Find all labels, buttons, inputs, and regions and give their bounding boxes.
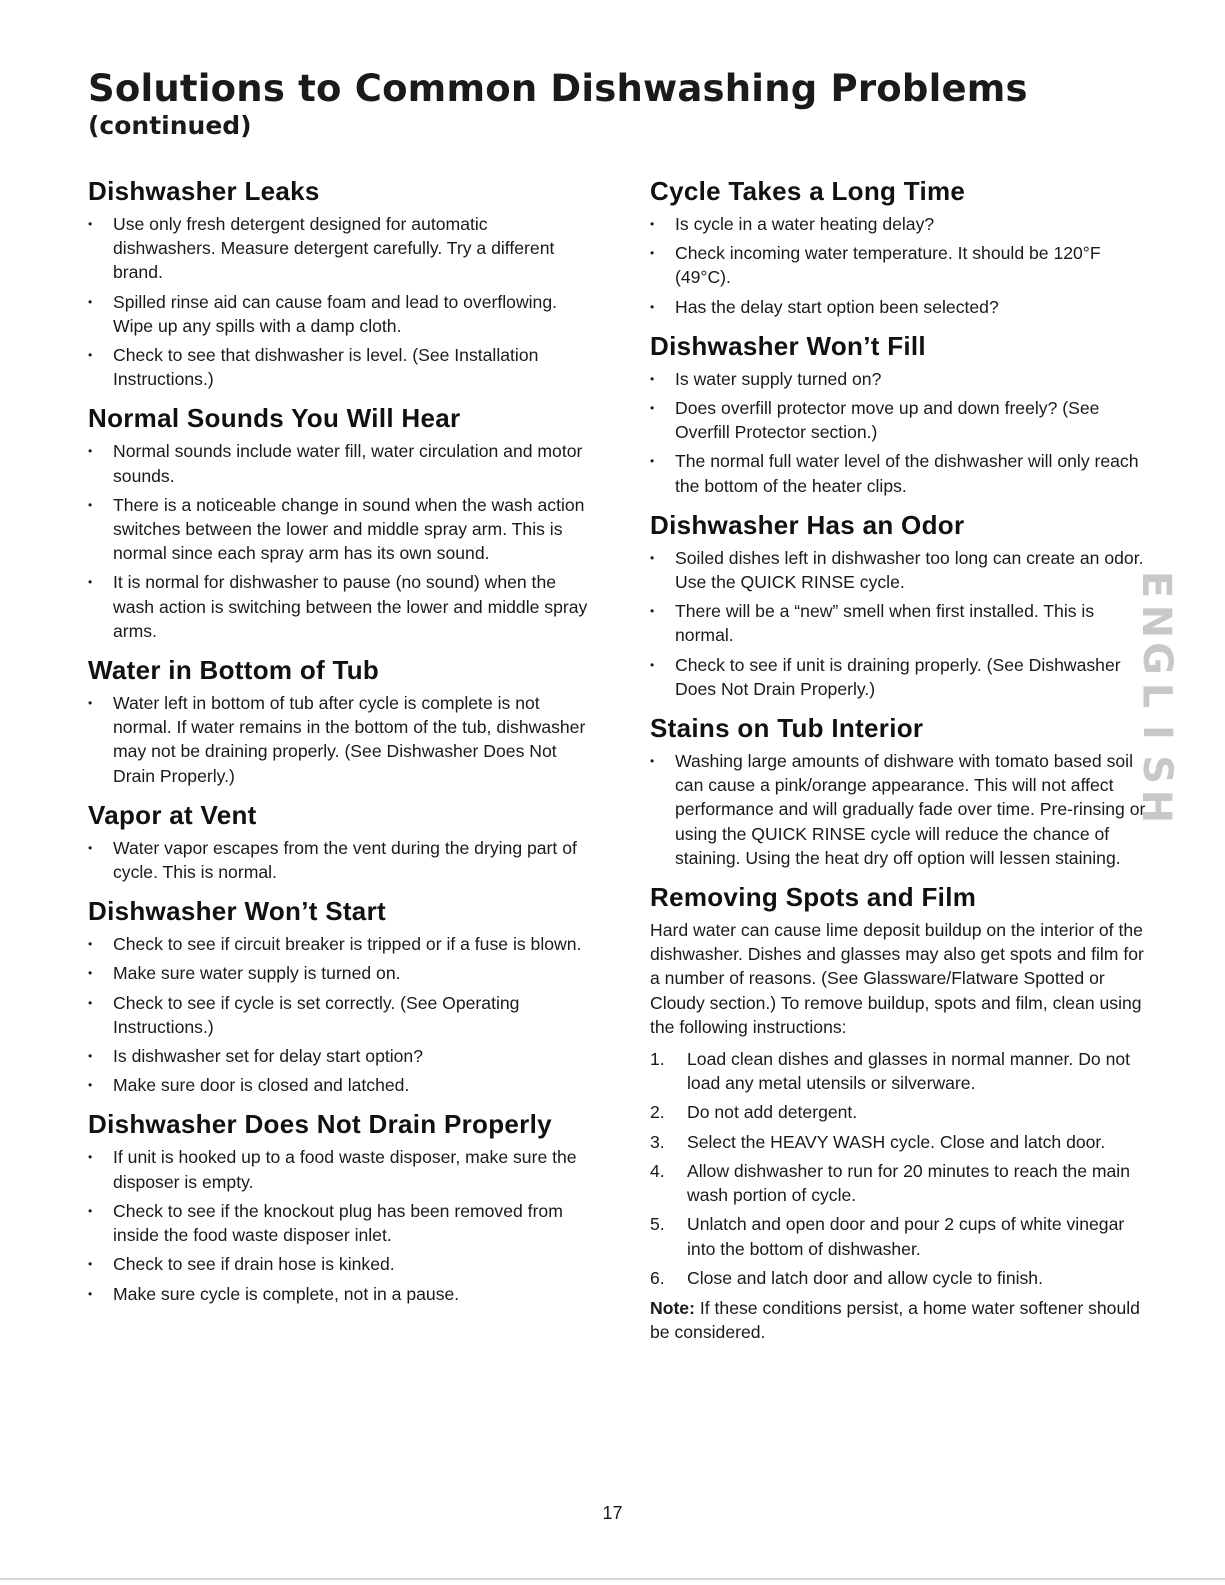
step-number: 6.	[650, 1267, 665, 1288]
section-heading: Cycle Takes a Long Time	[650, 176, 966, 206]
section-odor	[650, 508, 1150, 701]
list-item	[650, 1266, 1150, 1290]
section-spots-film	[650, 880, 1150, 1344]
section-heading: Stains on Tub Interior	[650, 713, 924, 744]
section-heading: Dishwasher Won’t Start	[88, 896, 386, 927]
bottom-divider	[0, 1578, 1225, 1580]
step-text: Select the HEAVY WASH cycle. Close and latch door.	[687, 1131, 1106, 1152]
list-item: • Is water supply turned on?	[650, 367, 1150, 391]
list-item: • Water left in bottom of tub after cycle is complete is not normal. If water remains in the bottom of the tub, dishwasher may not be draining properly. (See Dishwasher Does Not Drain Properly.)	[88, 691, 588, 788]
list-item: • Is dishwasher set for delay start option?	[88, 1044, 588, 1068]
bullet-list	[88, 932, 588, 1097]
side-tab-letter: I	[1133, 725, 1180, 740]
list-item: • If unit is hooked up to a food waste disposer, make sure the disposer is empty.	[88, 1145, 588, 1193]
list-item: • Use only fresh detergent designed for automatic dishwashers. Measure detergent carefully. Try a different brand.	[88, 212, 588, 285]
bullet-list	[650, 212, 1150, 319]
language-side-tab	[1130, 566, 1182, 825]
list-item	[650, 1130, 1150, 1154]
section-heading: Dishwasher Won’t Fill	[650, 330, 926, 361]
step-number: 1.	[650, 1049, 665, 1070]
side-tab-letter: N	[1133, 604, 1180, 639]
section-heading: Dishwasher Has an Odor	[650, 509, 965, 540]
step-text: Allow dishwasher to run for 20 minutes to reach the main wash portion of cycle.	[687, 1160, 1130, 1206]
note-text: If these conditions persist, a home water softener should be considered.	[650, 1297, 1140, 1343]
list-item: • Normal sounds include water fill, water circulation and motor sounds.	[88, 439, 588, 487]
section-dishwasher-leaks	[88, 174, 588, 391]
step-text: Unlatch and open door and pour 2 cups of white vinegar into the bottom of dishwasher.	[687, 1214, 1125, 1259]
page-number: 17	[602, 1503, 623, 1523]
note-label: Note:	[650, 1297, 695, 1318]
list-item: • Make sure water supply is turned on.	[88, 961, 588, 985]
step-number: 2.	[650, 1102, 665, 1123]
list-item	[650, 1159, 1150, 1207]
section-normal-sounds	[88, 401, 588, 643]
list-item: • Make sure cycle is complete, not in a pause.	[88, 1282, 588, 1306]
step-number: 4.	[650, 1160, 665, 1181]
section-stains	[650, 711, 1150, 870]
side-tab-letter: E	[1133, 570, 1180, 599]
bullet-list	[88, 439, 588, 643]
page-title: Solutions to Common Dishwashing Problems	[88, 67, 1028, 110]
bullet-list	[88, 1145, 588, 1305]
list-item: • Check to see if unit is draining properly. (See Dishwasher Does Not Drain Properly.)	[650, 653, 1150, 701]
section-wont-fill	[650, 329, 1150, 498]
section-heading: Normal Sounds You Will Hear	[88, 403, 461, 434]
section-heading: Vapor at Vent	[88, 799, 257, 830]
list-item: • Check to see if the knockout plug has been removed from inside the food waste disposer inlet.	[88, 1199, 588, 1247]
page-subtitle: (continued)	[88, 111, 252, 140]
section-heading: Dishwasher Leaks	[88, 176, 320, 206]
side-tab-letter: G	[1133, 642, 1180, 675]
bullet-list	[88, 836, 588, 884]
list-item: • Spilled rinse aid can cause foam and lead to overflowing. Wipe up any spills with a damp cloth.	[88, 290, 588, 338]
section-vapor-at-vent	[88, 798, 588, 884]
left-column	[88, 174, 588, 1316]
section-cycle-long-time	[650, 174, 1150, 319]
note-paragraph	[650, 1296, 1150, 1344]
list-item: • Is cycle in a water heating delay?	[650, 212, 1150, 236]
list-item	[650, 1212, 1150, 1260]
step-text: Close and latch door and allow cycle to finish.	[687, 1267, 1043, 1288]
bullet-list	[650, 546, 1150, 701]
list-item: • The normal full water level of the dishwasher will only reach the bottom of the heater clips.	[650, 449, 1150, 497]
list-item: • Check to see if drain hose is kinked.	[88, 1252, 588, 1276]
list-item: • Does overfill protector move up and down freely? (See Overfill Protector section.)	[650, 396, 1150, 444]
side-tab-letter: H	[1133, 789, 1180, 824]
side-tab-letter: L	[1133, 682, 1180, 709]
list-item: • Washing large amounts of dishware with tomato based soil can cause a pink/orange appearance. This will not affect performance and will gradually fade over time. Pre-rinsing or using the QUICK RINSE cycle will reduce the chance of staining. Using the heat dry off option will lessen staining.	[650, 749, 1150, 870]
step-text: Do not add detergent.	[687, 1102, 858, 1123]
bullet-list	[88, 691, 588, 788]
section-heading: Removing Spots and Film	[650, 882, 977, 913]
list-item: • There is a noticeable change in sound when the wash action switches between the lower and middle spray arm. This is normal since each spray arm has its own sound.	[88, 493, 588, 566]
step-number: 3.	[650, 1131, 665, 1152]
section-heading: Water in Bottom of Tub	[88, 655, 380, 686]
bullet-list	[650, 367, 1150, 498]
bullet-list	[88, 212, 588, 391]
list-item	[650, 1047, 1150, 1095]
step-text: Load clean dishes and glasses in normal manner. Do not load any metal utensils or silverware.	[687, 1049, 1131, 1094]
section-heading: Dishwasher Does Not Drain Properly	[88, 1109, 552, 1140]
list-item: • Check to see if cycle is set correctly. (See Operating Instructions.)	[88, 991, 588, 1039]
numbered-list	[650, 1047, 1150, 1290]
section-does-not-drain	[88, 1107, 588, 1305]
list-item: • Soiled dishes left in dishwasher too long can create an odor. Use the QUICK RINSE cycle.	[650, 546, 1150, 594]
list-item: • Water vapor escapes from the vent during the drying part of cycle. This is normal.	[88, 836, 588, 884]
side-tab-letter: S	[1133, 755, 1180, 784]
section-wont-start	[88, 894, 588, 1097]
intro-paragraph: Hard water can cause lime deposit buildup on the interior of the dishwasher. Dishes and glasses may also get spots and film for a number of reasons. (See Glassware/Flatware Spotted or Cloudy section.) To remove buildup, spots and film, clean using the following instructions:	[650, 920, 1144, 1037]
list-item	[650, 1100, 1150, 1124]
section-water-in-bottom	[88, 653, 588, 788]
list-item: • Make sure door is closed and latched.	[88, 1073, 588, 1097]
list-item: • It is normal for dishwasher to pause (no sound) when the wash action is switching between the lower and middle spray arms.	[88, 570, 588, 643]
list-item: • Check to see if circuit breaker is tripped or if a fuse is blown.	[88, 932, 588, 956]
list-item: • Check to see that dishwasher is level. (See Installation Instructions.)	[88, 343, 588, 391]
list-item: • Has the delay start option been selected?	[650, 295, 1150, 319]
list-item: • There will be a “new” smell when first installed. This is normal.	[650, 599, 1150, 647]
bullet-list	[650, 749, 1150, 870]
list-item: • Check incoming water temperature. It should be 120°F (49°C).	[650, 241, 1150, 289]
right-column	[650, 174, 1150, 1354]
step-number: 5.	[650, 1214, 665, 1235]
